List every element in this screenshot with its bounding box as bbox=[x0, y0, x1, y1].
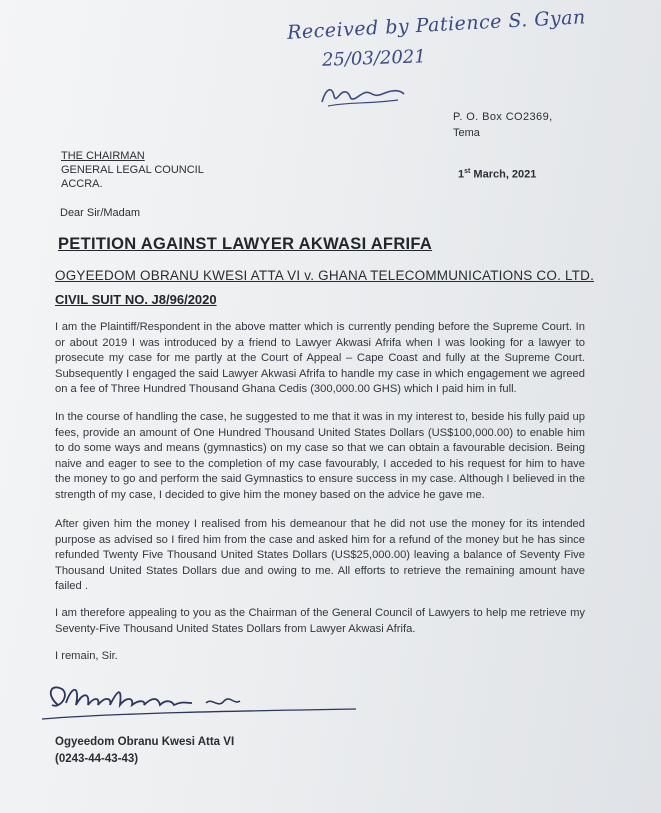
received-stamp-date: 25/03/2021 bbox=[321, 46, 427, 71]
recipient-line3: ACCRA. bbox=[61, 178, 103, 190]
salutation: Dear Sir/Madam bbox=[60, 207, 141, 219]
sender-address-line2: Tema bbox=[453, 127, 480, 139]
closing: I remain, Sir. bbox=[55, 650, 118, 662]
signature-icon bbox=[36, 675, 366, 735]
received-stamp-note: Received by Patience S. Gyan bbox=[286, 6, 587, 44]
recipient-line2: GENERAL LEGAL COUNCIL bbox=[61, 164, 204, 176]
sender-address-line1: P. O. Box CO2369, bbox=[453, 111, 553, 123]
date-suffix: st bbox=[464, 168, 471, 175]
paragraph-3: After given him the money I realised from his demeanour that he did not use the money for its intended purpose as advised so I fired him from the case and asked him for a refund of the money but he has since refunded Twenty Five Thousand United States Dollars (US$25,000.00) leaving a balance of Seventy Five Thousand United States Dollars due and owing to me. All efforts to retrieve the remaining amount have failed . bbox=[55, 518, 585, 593]
initials-signature-icon bbox=[318, 82, 408, 110]
paragraph-1: I am the Plaintiff/Respondent in the above matter which is currently pending before the Supreme Court. In or about 2019 I was introduced by a friend to Lawyer Akwasi Afrifa when I was looking for a lawyer to prosecute my case for me partly at the Court of Appeal – Cape Coast and fully at the Supreme Court. Subsequently I engaged the said Lawyer Akwasi Afrifa to handle my case in which engagement we agreed on a fee of Three Hundred Thousand Ghana Cedis (300,000.00 GHS) which I paid him in full. bbox=[55, 321, 585, 396]
date-day: 1 bbox=[458, 168, 465, 181]
case-title: OGYEEDOM OBRANU KWESI ATTA VI v. GHANA TELECOMMUNICATIONS CO. LTD. bbox=[55, 268, 595, 283]
signatory-name: Ogyeedom Obranu Kwesi Atta VI bbox=[55, 736, 235, 748]
letter-date bbox=[458, 168, 536, 181]
suit-number: CIVIL SUIT NO. J8/96/2020 bbox=[55, 292, 217, 307]
date-rest: March, 2021 bbox=[470, 168, 537, 181]
signatory-phone: (0243-44-43-43) bbox=[55, 753, 139, 765]
petition-title: PETITION AGAINST LAWYER AKWASI AFRIFA bbox=[58, 235, 433, 253]
paragraph-4: I am therefore appealing to you as the Chairman of the General Council of Lawyers to help me retrieve my Seventy-Five Thousand United States Dollars from Lawyer Akwasi Afrifa. bbox=[55, 607, 585, 635]
recipient-line1: THE CHAIRMAN bbox=[61, 150, 145, 162]
paragraph-2: In the course of handling the case, he suggested to me that it was in my interest to, beside his fully paid up fees, provide an amount of One Hundred Thousand United States Dollars (US$100,000.00) to enable him to do some ways and means (gymnastics) on my case so that we can obtain a favourable decision. Being naive and eager to see to the completion of my case favourably, I acceded to his request for him to have the money to go and perform the said Gymnastics to ensure success in my case. Although I believed in the strength of my case, I decided to give him the money based on the advice he gave me. bbox=[55, 411, 585, 501]
recipient-block bbox=[61, 149, 204, 191]
